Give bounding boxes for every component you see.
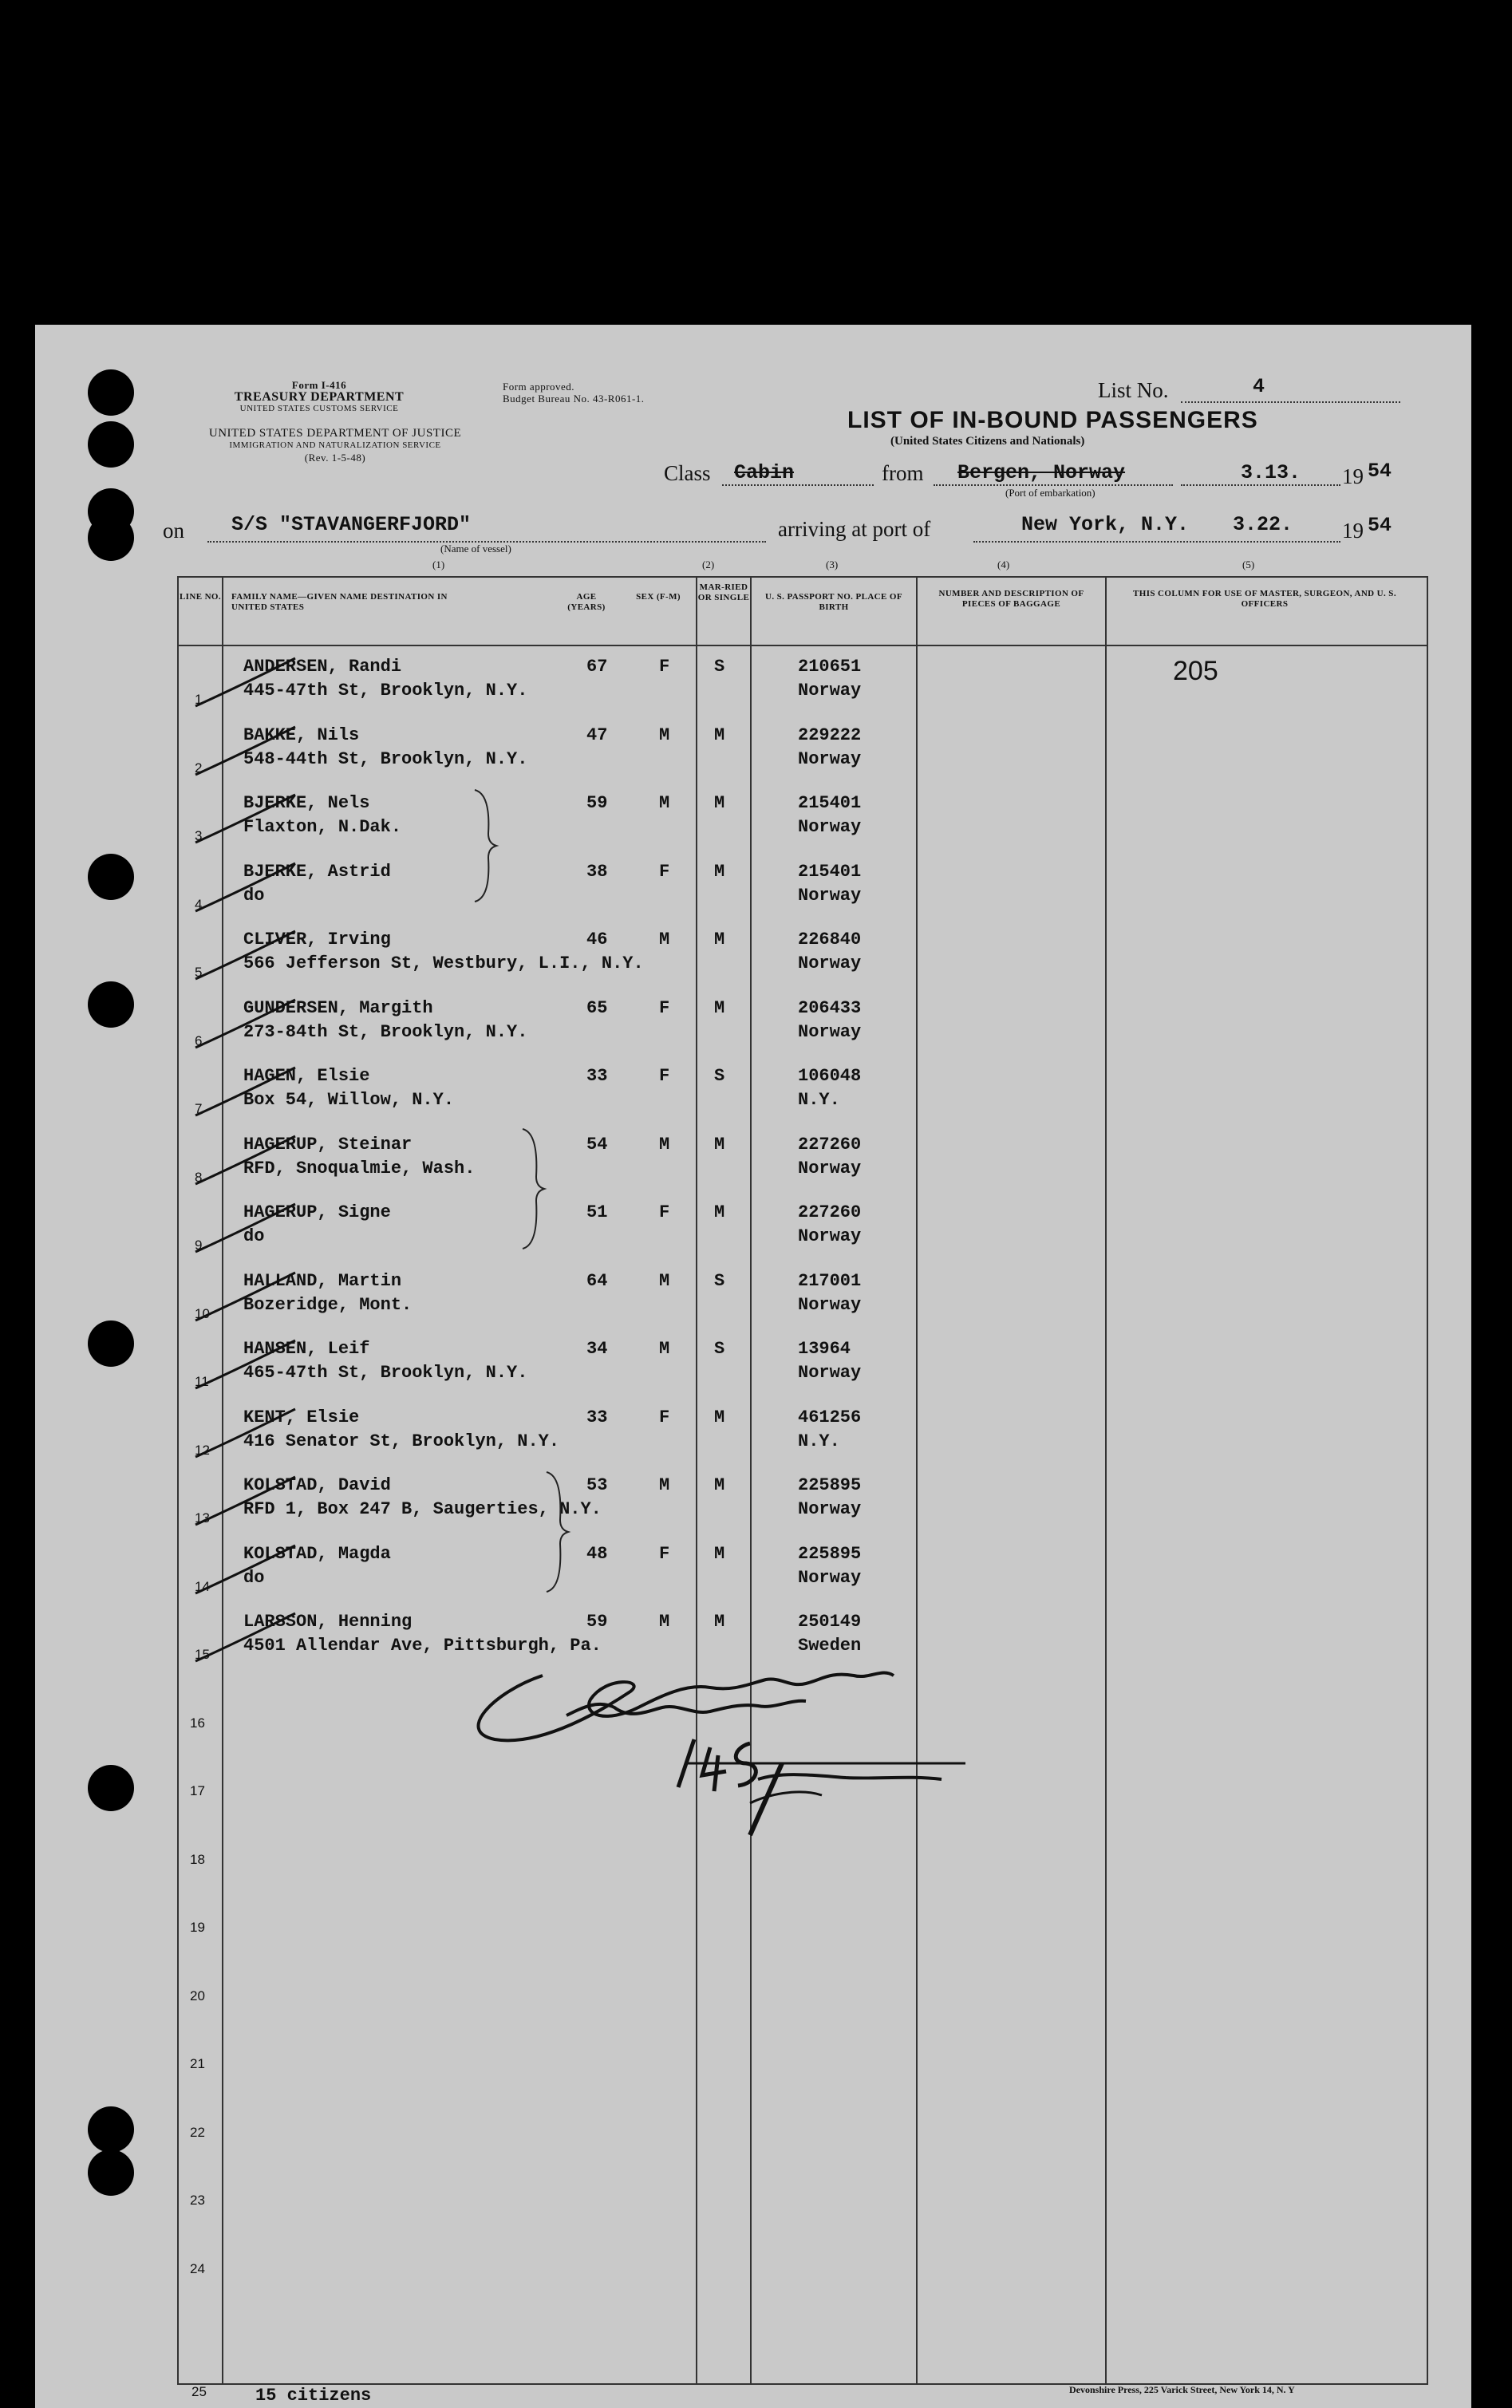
destination: do <box>243 885 265 906</box>
check-mark <box>191 1473 303 1529</box>
passport-number: 225895 <box>798 1475 862 1495</box>
passenger-name: BJERKE, Nels <box>243 793 370 813</box>
form-header <box>199 379 439 415</box>
check-mark <box>191 859 303 915</box>
passenger-name: BAKKE, Nils <box>243 724 360 745</box>
form-number: Form I-416 <box>291 379 347 391</box>
departure-date: 3.13. <box>1241 461 1301 484</box>
col-number: (3) <box>826 559 839 570</box>
empty-line-number: 18 <box>190 1851 205 1867</box>
passenger-name: HAGEN, Elsie <box>243 1066 370 1086</box>
col-number: (1) <box>432 559 445 570</box>
family-bracket <box>519 1125 551 1253</box>
sex: M <box>659 1339 670 1359</box>
place-of-birth: Norway <box>798 1226 862 1246</box>
place-of-birth: Norway <box>798 1294 862 1315</box>
col-divider <box>750 576 752 2383</box>
passport-number: 106048 <box>798 1066 862 1086</box>
col-number: (5) <box>1242 559 1255 570</box>
passport-number: 225895 <box>798 1543 862 1564</box>
col-header-line: LINE NO. <box>179 592 222 602</box>
passport-number: 206433 <box>798 997 862 1018</box>
check-mark <box>191 1405 303 1461</box>
form-approved: Form approved. <box>503 381 575 393</box>
arriving-label: arriving at port of <box>778 517 931 541</box>
list-no-value: 4 <box>1253 375 1265 398</box>
row-line-number: 3 <box>195 828 203 843</box>
sex: F <box>659 1202 670 1222</box>
on-label: on <box>163 519 184 543</box>
list-no-line <box>1181 401 1400 403</box>
col-divider <box>696 576 697 2383</box>
sex: M <box>659 1475 670 1495</box>
officer-note: 205 <box>1173 656 1218 686</box>
binder-hole <box>88 515 134 561</box>
row-line-number: 6 <box>195 1032 203 1048</box>
sex: M <box>659 724 670 745</box>
list-no-label: List No. <box>1098 378 1169 402</box>
year-prefix-2: 19 <box>1342 519 1364 543</box>
passenger-name: HAGERUP, Steinar <box>243 1134 413 1155</box>
row-line-number: 9 <box>195 1238 203 1253</box>
age: 67 <box>586 657 608 677</box>
revision: (Rev. 1-5-48) <box>304 452 366 464</box>
row-line-number: 2 <box>195 760 203 776</box>
sex: F <box>659 1543 670 1564</box>
place-of-birth: N.Y. <box>798 1090 840 1110</box>
check-mark <box>191 1336 303 1392</box>
destination: do <box>243 1567 265 1588</box>
port-of-embarkation: Bergen, Norway <box>957 461 1126 484</box>
place-of-birth: Norway <box>798 1158 862 1178</box>
vessel-caption: (Name of vessel) <box>440 543 511 555</box>
marital-status: M <box>714 793 725 813</box>
approval-block <box>503 381 645 405</box>
col-divider <box>1105 576 1107 2383</box>
passenger-name: HAGERUP, Signe <box>243 1202 391 1222</box>
justice-department: UNITED STATES DEPARTMENT OF JUSTICE <box>208 427 462 440</box>
place-of-birth: Norway <box>798 1021 862 1042</box>
passenger-name: KOLSTAD, David <box>243 1475 391 1495</box>
destination: Flaxton, N.Dak. <box>243 817 402 837</box>
class-label: Class <box>664 461 711 485</box>
page-title: LIST OF IN-BOUND PASSENGERS <box>847 407 1258 433</box>
marital-status: S <box>714 1339 725 1359</box>
empty-line-number: 24 <box>190 2260 205 2276</box>
vessel-name: S/S "STAVANGERFJORD" <box>231 513 472 536</box>
age: 53 <box>586 1475 608 1495</box>
passenger-name: HANSEN, Leif <box>243 1339 370 1359</box>
binder-hole <box>88 1320 134 1367</box>
empty-line-number: 21 <box>190 2056 205 2071</box>
check-mark <box>191 1269 303 1324</box>
embarkation-caption: (Port of embarkation) <box>1005 487 1096 499</box>
passenger-name: KOLSTAD, Magda <box>243 1543 391 1564</box>
place-of-birth: N.Y. <box>798 1431 840 1451</box>
destination: Bozeridge, Mont. <box>243 1294 413 1315</box>
passenger-name: HALLAND, Martin <box>243 1270 402 1291</box>
passport-number: 215401 <box>798 861 862 882</box>
row-line-number: 1 <box>195 692 203 707</box>
marital-status: S <box>714 1270 725 1291</box>
passport-number: 250149 <box>798 1612 862 1632</box>
col-header-age: AGE (YEARS) <box>567 592 606 612</box>
table-header-divider <box>177 645 1427 646</box>
sex: F <box>659 997 670 1018</box>
treasury-department: TREASURY DEPARTMENT <box>234 390 405 404</box>
ins-label: IMMIGRATION AND NATURALIZATION SERVICE <box>229 440 441 450</box>
passport-number: 215401 <box>798 793 862 813</box>
passenger-name: LARSSON, Henning <box>243 1612 413 1632</box>
row-line-number: 12 <box>195 1442 210 1458</box>
passport-number: 227260 <box>798 1134 862 1155</box>
inspector-signature <box>447 1644 1005 1851</box>
passport-number: 210651 <box>798 657 862 677</box>
marital-status: M <box>714 1543 725 1564</box>
sex: F <box>659 861 670 882</box>
arrival-line <box>973 541 1340 543</box>
destination: Box 54, Willow, N.Y. <box>243 1090 455 1110</box>
passport-number: 13964 <box>798 1339 851 1359</box>
marital-status: M <box>714 1202 725 1222</box>
destination: 273-84th St, Brooklyn, N.Y. <box>243 1021 528 1042</box>
age: 54 <box>586 1134 608 1155</box>
row-line-number: 11 <box>195 1374 209 1389</box>
binder-hole <box>88 2149 134 2196</box>
marital-status: M <box>714 724 725 745</box>
place-of-birth: Sweden <box>798 1636 862 1656</box>
row-line-number: 4 <box>195 896 203 912</box>
marital-status: M <box>714 1134 725 1155</box>
place-of-birth: Norway <box>798 885 862 906</box>
place-of-birth: Norway <box>798 1567 862 1588</box>
destination: 548-44th St, Brooklyn, N.Y. <box>243 748 528 769</box>
age: 64 <box>586 1270 608 1291</box>
destination: 566 Jefferson St, Westbury, L.I., N.Y. <box>243 953 644 973</box>
marital-status: M <box>714 930 725 949</box>
binder-hole <box>88 981 134 1028</box>
sex: M <box>659 793 670 813</box>
age: 33 <box>586 1066 608 1086</box>
destination: 445-47th St, Brooklyn, N.Y. <box>243 681 528 701</box>
sex: F <box>659 1066 670 1086</box>
destination: RFD 1, Box 247 B, Saugerties, N.Y. <box>243 1499 602 1519</box>
binder-hole <box>88 369 134 416</box>
sex: M <box>659 1270 670 1291</box>
place-of-birth: Norway <box>798 1499 862 1519</box>
col-header-married: MAR-RIED OR SINGLE <box>697 582 750 602</box>
class-line <box>722 484 874 486</box>
col-number: (4) <box>997 559 1010 570</box>
sex: F <box>659 1407 670 1427</box>
row-line-number: 14 <box>195 1578 210 1594</box>
age: 65 <box>586 997 608 1018</box>
check-mark <box>191 654 303 710</box>
age: 38 <box>586 861 608 882</box>
destination: 416 Senator St, Brooklyn, N.Y. <box>243 1431 560 1451</box>
family-bracket <box>471 786 503 906</box>
row-line-number: 7 <box>195 1101 203 1116</box>
page-subtitle: (United States Citizens and Nationals) <box>890 435 1085 448</box>
marital-status: S <box>714 1066 725 1086</box>
col-header-baggage: NUMBER AND DESCRIPTION OF PIECES OF BAGGAGE <box>938 589 1084 609</box>
passport-number: 217001 <box>798 1270 862 1291</box>
place-of-birth: Norway <box>798 953 862 973</box>
check-mark <box>191 1200 303 1256</box>
place-of-birth: Norway <box>798 817 862 837</box>
empty-line-number: 23 <box>190 2193 205 2208</box>
passport-number: 226840 <box>798 930 862 949</box>
check-mark <box>191 1609 303 1665</box>
row-line-number: 10 <box>195 1305 210 1321</box>
binder-hole <box>88 421 134 468</box>
empty-line-number: 16 <box>190 1715 205 1731</box>
customs-service: UNITED STATES CUSTOMS SERVICE <box>239 404 399 413</box>
destination: do <box>243 1226 265 1246</box>
marital-status: M <box>714 1407 725 1427</box>
sex: M <box>659 1134 670 1155</box>
check-mark <box>191 723 303 779</box>
year-prefix-1: 19 <box>1342 464 1364 488</box>
sex: M <box>659 1612 670 1632</box>
row-line-number: 5 <box>195 965 203 980</box>
destination: RFD, Snoqualmie, Wash. <box>243 1158 476 1178</box>
age: 59 <box>586 1612 608 1632</box>
age: 48 <box>586 1543 608 1564</box>
sex: F <box>659 657 670 677</box>
age: 33 <box>586 1407 608 1427</box>
age: 46 <box>586 930 608 949</box>
marital-status: S <box>714 657 725 677</box>
age: 59 <box>586 793 608 813</box>
row-line-number: 13 <box>195 1510 210 1526</box>
check-mark <box>191 1542 303 1597</box>
arrival-year: 54 <box>1368 514 1392 537</box>
col-number: (2) <box>702 559 715 570</box>
destination: 4501 Allendar Ave, Pittsburgh, Pa. <box>243 1636 602 1656</box>
line-25-number: 25 <box>191 2384 207 2399</box>
check-mark <box>191 1132 303 1188</box>
arrival-date: 3.22. <box>1233 513 1293 536</box>
marital-status: M <box>714 1612 725 1632</box>
place-of-birth: Norway <box>798 748 862 769</box>
col-header-passport: U. S. PASSPORT NO. PLACE OF BIRTH <box>765 592 902 612</box>
empty-line-number: 17 <box>190 1783 205 1798</box>
destination: 465-47th St, Brooklyn, N.Y. <box>243 1363 528 1383</box>
passenger-name: ANDERSEN, Randi <box>243 657 402 677</box>
passenger-name: BJERKE, Astrid <box>243 861 391 882</box>
class-value: Cabin <box>734 461 795 484</box>
departure-year: 54 <box>1368 460 1392 483</box>
marital-status: M <box>714 861 725 882</box>
col-divider <box>916 576 918 2383</box>
printer-imprint: Devonshire Press, 225 Varick Street, New York 14, N. Y <box>1069 2384 1295 2395</box>
from-line <box>934 484 1173 486</box>
col-header-officers: THIS COLUMN FOR USE OF MASTER, SURGEON, AND U. S. OFFICERS <box>1133 589 1396 609</box>
col-header-name: FAMILY NAME—GIVEN NAME DESTINATION IN UNITED STATES <box>231 592 448 612</box>
empty-line-number: 20 <box>190 1988 205 2003</box>
col-header-sex: SEX (F-M) <box>636 592 681 602</box>
row-line-number: 15 <box>195 1647 210 1662</box>
date-line <box>1181 484 1340 486</box>
justice-header <box>160 428 511 464</box>
budget-bureau: Budget Bureau No. 43-R061-1. <box>503 393 645 405</box>
check-mark <box>191 791 303 847</box>
family-bracket <box>543 1468 574 1596</box>
sex: M <box>659 930 670 949</box>
place-of-birth: Norway <box>798 1363 862 1383</box>
passport-number: 229222 <box>798 724 862 745</box>
footer-total: 15 citizens <box>255 2386 372 2406</box>
age: 34 <box>586 1339 608 1359</box>
age: 51 <box>586 1202 608 1222</box>
passenger-name: GUNDERSEN, Margith <box>243 997 433 1018</box>
empty-line-number: 22 <box>190 2124 205 2140</box>
check-mark <box>191 996 303 1052</box>
check-mark <box>191 1064 303 1119</box>
check-mark <box>191 927 303 983</box>
passenger-name: CLIVER, Irving <box>243 930 391 949</box>
marital-status: M <box>714 997 725 1018</box>
age: 47 <box>586 724 608 745</box>
binder-hole <box>88 854 134 900</box>
binder-hole <box>88 1765 134 1811</box>
binder-hole <box>88 2106 134 2153</box>
arrival-port: New York, N.Y. <box>1021 513 1190 536</box>
from-label: from <box>882 461 924 485</box>
row-line-number: 8 <box>195 1169 203 1185</box>
passport-number: 461256 <box>798 1407 862 1427</box>
marital-status: M <box>714 1475 725 1495</box>
place-of-birth: Norway <box>798 681 862 701</box>
passport-number: 227260 <box>798 1202 862 1222</box>
empty-line-number: 19 <box>190 1920 205 1935</box>
passenger-name: KENT, Elsie <box>243 1407 360 1427</box>
